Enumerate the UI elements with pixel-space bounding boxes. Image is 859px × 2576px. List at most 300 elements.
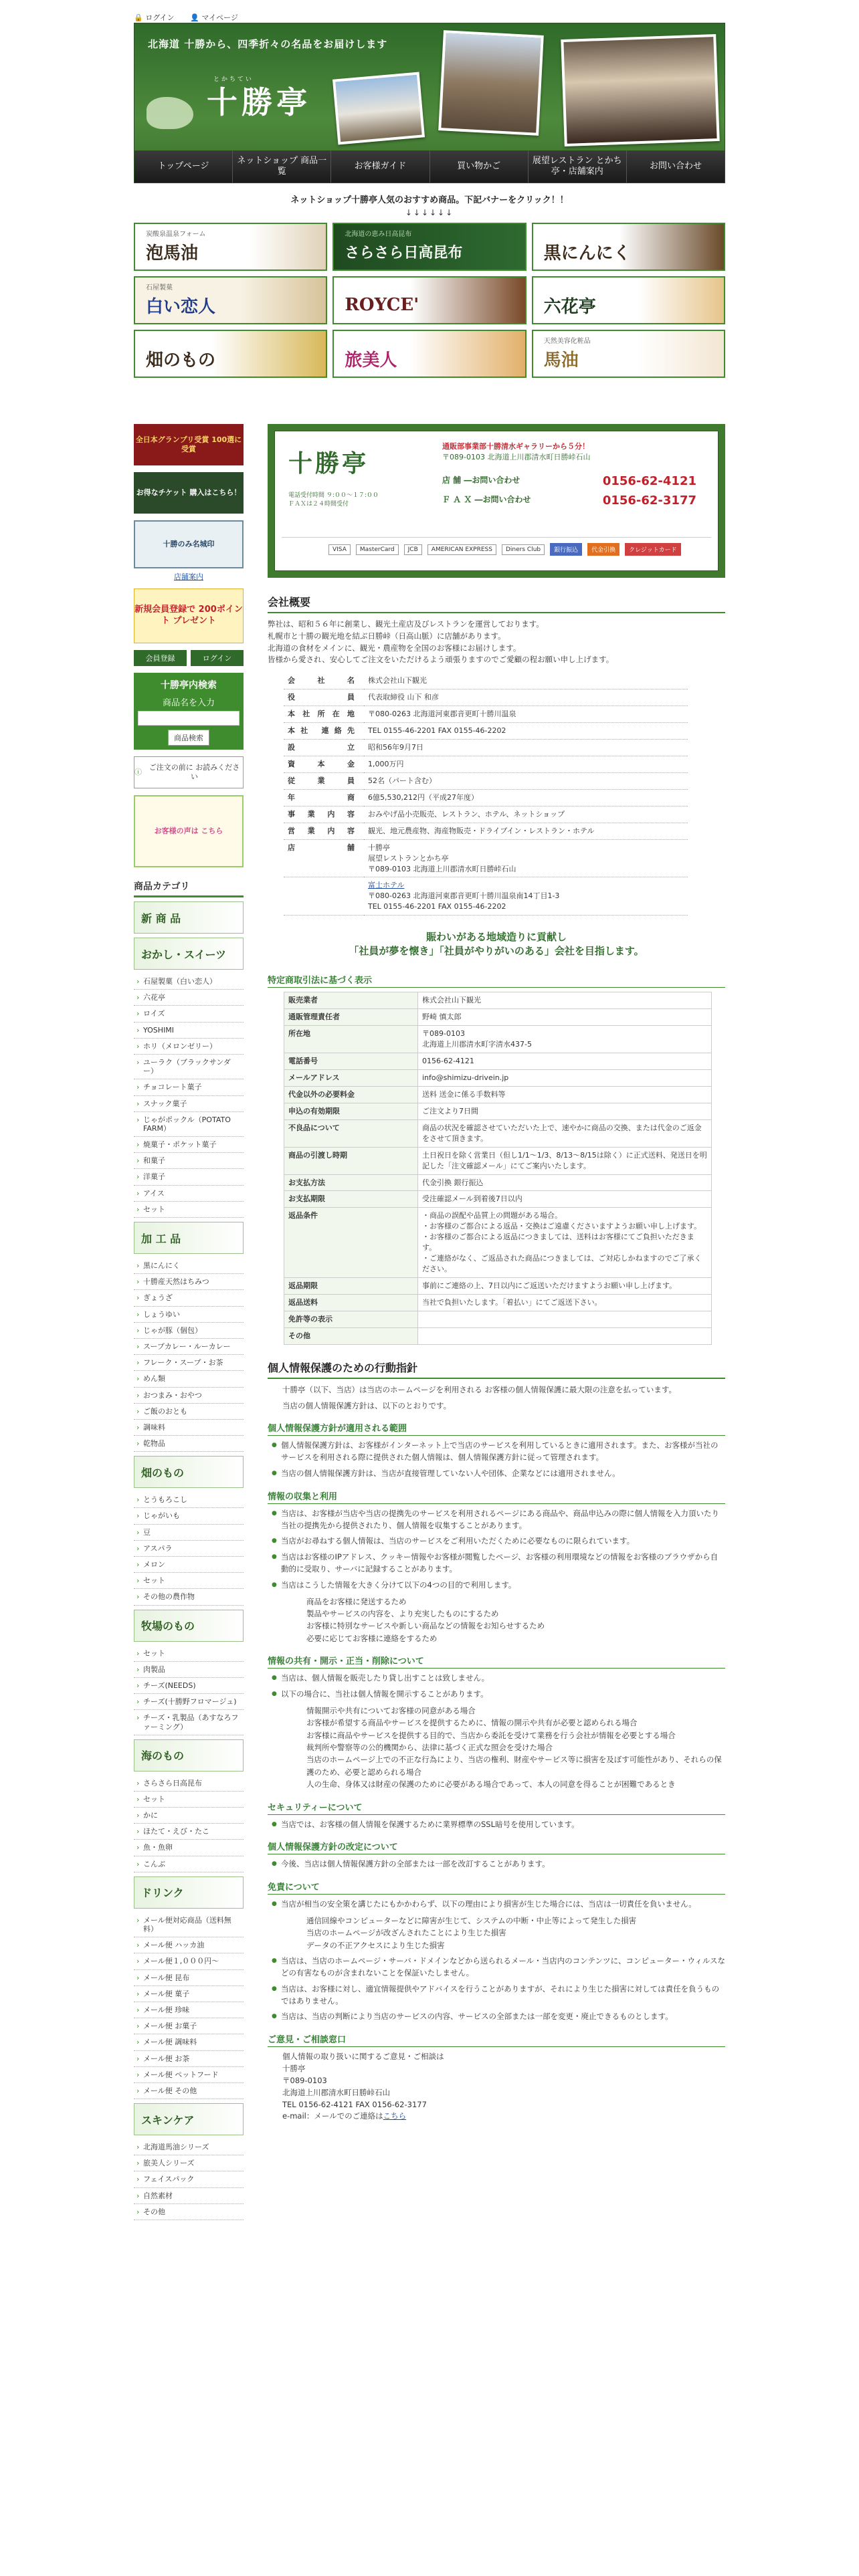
contact-address: 〒089-0103 北海道上川郡清水町日勝峠石山 xyxy=(442,453,591,461)
inquiry-line: 個人情報の取り扱いに関するご意見・ご相談は xyxy=(282,2052,444,2062)
tel-number[interactable]: 0156-62-4121 xyxy=(602,474,696,488)
category-item[interactable]: › メール便 ペットフード xyxy=(134,2067,244,2083)
privacy-item: ● 当店はこうした情報を大きく分けて以下の4つの目的で利用します。 xyxy=(281,1580,725,1592)
nav-contact[interactable]: お問い合わせ xyxy=(649,161,702,172)
nav-guide[interactable]: お客様ガイド xyxy=(331,150,430,183)
company-row xyxy=(284,740,688,756)
privacy-heading: 個人情報保護のための行動指針 xyxy=(268,1360,725,1379)
company-row-value: 6億5,530,212円（平成27年度） xyxy=(364,789,688,806)
category-item[interactable]: › メール便１,０００円～ xyxy=(134,1953,244,1969)
banner-tagline: 北海道 十勝から、四季折々の名品をお届けします xyxy=(148,38,388,50)
category-ranch[interactable]: 牧場のもの xyxy=(134,1610,244,1642)
category-item[interactable]: › メール便 昆布 xyxy=(134,1970,244,1986)
tile-subtitle: 石屋製菓 xyxy=(146,284,173,292)
search-input[interactable] xyxy=(138,711,240,726)
intro-line: 札幌市と十勝の観光地を結ぶ日勝峠（日高山脈）に店舗があります。 xyxy=(268,631,506,641)
company-slogan xyxy=(268,930,725,958)
category-item[interactable]: › スープカレー・ルーカレー xyxy=(134,1339,244,1355)
category-item[interactable]: › めん類 xyxy=(134,1371,244,1387)
tile-title: 畑のもの xyxy=(146,350,216,370)
law-row-label: 代金以外の必要料金 xyxy=(284,1086,418,1103)
category-item[interactable]: › 旅美人シリーズ xyxy=(134,2155,244,2171)
company-row-value: 昭和56年9月7日 xyxy=(364,740,688,756)
law-row xyxy=(284,1026,712,1053)
company-table xyxy=(284,673,688,916)
tile-title: ROYCE' xyxy=(345,295,419,315)
category-item[interactable]: › ぎょうざ xyxy=(134,1290,244,1306)
company-row-value: 十勝亭 展望レストランとかち亭 〒089-0103 北海道上川郡清水町日勝峠石山 xyxy=(364,839,688,877)
law-row-label: 通販管理責任者 xyxy=(284,1009,418,1026)
law-row xyxy=(284,992,712,1009)
privacy-subheading: 個人情報保護方針の改定について xyxy=(268,1840,725,1854)
category-item[interactable]: › 黒にんにく xyxy=(134,1258,244,1274)
category-item[interactable]: › セット xyxy=(134,1573,244,1589)
category-item[interactable]: › 調味料 xyxy=(134,1420,244,1436)
contact-hours xyxy=(288,492,379,508)
category-item[interactable]: › メール便 珍味 xyxy=(134,2002,244,2018)
company-row-label: 本社所在地 xyxy=(284,706,364,723)
search-button[interactable]: 商品検索 xyxy=(168,730,209,746)
privacy-intro: 十勝亭（以下、当店）は当店のホームページを利用される お客様の個人情報保護に最大限の注意を払っています。 xyxy=(282,1384,676,1394)
featured-tile[interactable] xyxy=(332,276,526,324)
category-item[interactable]: › メール便対応商品（送料無料） xyxy=(134,1913,244,1937)
header-banner xyxy=(134,23,725,183)
category-item[interactable]: › メロン xyxy=(134,1557,244,1573)
category-skincare[interactable]: スキンケア xyxy=(134,2103,244,2135)
category-item[interactable]: › ホリ（メロンゼリー） xyxy=(134,1039,244,1055)
slogan-line: 「社員が夢を懐き」「社員がやりがいのある」会社を目指します。 xyxy=(349,945,644,958)
company-intro xyxy=(268,619,725,666)
nav-cart[interactable]: 買い物かご xyxy=(430,150,529,183)
privacy-subheading: 免責について xyxy=(268,1880,725,1895)
company-row-label: 資 本 金 xyxy=(284,756,364,772)
privacy-item: ● 当店では、お客様の個人情報を保護するために業界標準のSSL暗号を使用しています。 xyxy=(281,1819,725,1831)
category-item[interactable]: › チョコレート菓子 xyxy=(134,1079,244,1095)
inquiry-block xyxy=(268,2051,725,2123)
email-link[interactable]: こちら xyxy=(383,2111,407,2121)
company-row-label: 設 立 xyxy=(284,740,364,756)
category-item[interactable]: › フェイスパック xyxy=(134,2171,244,2187)
login-link[interactable]: 🔒 ログイン xyxy=(134,13,175,22)
amex-icon: AMERICAN EXPRESS xyxy=(427,544,496,555)
law-row xyxy=(284,1327,712,1344)
featured-tile[interactable] xyxy=(532,330,725,378)
law-row-label: お支払方法 xyxy=(284,1174,418,1191)
inquiry-line: 〒089-0103 xyxy=(282,2075,327,2085)
category-item[interactable]: › チーズ(十勝野フロマージュ) xyxy=(134,1694,244,1710)
category-item[interactable]: › 石屋製菓（白い恋人） xyxy=(134,974,244,990)
nav-restaurant[interactable]: 展望レストラン とかち亭・店舗案内 xyxy=(529,150,627,183)
category-item[interactable]: › チーズ・乳製品（あすなろファーミング） xyxy=(134,1710,244,1735)
privacy-subheading: ご意見・ご相談窓口 xyxy=(268,2032,725,2047)
privacy-section xyxy=(268,1360,725,2123)
fax-label: Ｆ Ａ Ｘ ―お問い合わせ xyxy=(442,495,531,504)
payment-methods xyxy=(282,537,711,561)
disclaimer-item: 通信回線やコンピューターなどに障害が生じて、システムの中断・中止等によって発生した損害 xyxy=(306,1916,637,1926)
category-item[interactable]: › おつまみ・おやつ xyxy=(134,1388,244,1404)
law-row-value: 送料 送金に係る手数料等 xyxy=(418,1086,712,1103)
purpose-list xyxy=(268,1596,725,1645)
search-title: 十勝亭内検索 xyxy=(161,680,217,691)
company-row-label: 役 員 xyxy=(284,689,364,706)
contact-notice: 通販部事業部十勝清水ギャラリーから５分！ xyxy=(442,442,589,451)
privacy-subheading: 個人情報保護方針が適用される範囲 xyxy=(268,1421,725,1436)
category-item[interactable]: › その他の農作物 xyxy=(134,1589,244,1605)
law-row xyxy=(284,1069,712,1086)
company-row-label: 事業内容 xyxy=(284,806,364,823)
law-row-label: 商品の引渡し時期 xyxy=(284,1147,418,1174)
law-row xyxy=(284,1191,712,1208)
category-item[interactable]: › セット xyxy=(134,1646,244,1662)
category-item[interactable]: › 乾物品 xyxy=(134,1436,244,1452)
company-row-value: 観光、地元農産物、海産物販売・ドライブイン・レストラン・ホテル xyxy=(364,823,688,839)
company-heading: 会社概要 xyxy=(268,594,725,613)
category-item[interactable]: › メール便 お茶 xyxy=(134,2051,244,2067)
contact-banner xyxy=(268,424,725,578)
privacy-intro: 当店の個人情報保護方針は、以下のとおりです。 xyxy=(282,1400,452,1410)
category-item[interactable]: › セット xyxy=(134,1202,244,1218)
law-row xyxy=(284,1009,712,1026)
law-row-label: 返品条件 xyxy=(284,1208,418,1278)
info-icon: ⓘ xyxy=(134,767,142,776)
law-row-value: ご注文より7日間 xyxy=(418,1103,712,1119)
privacy-subheading: 情報の共有・開示・正当・削除について xyxy=(268,1654,725,1669)
company-row-value: おみやげ品小売販売、レストラン、ホテル、ネットショップ xyxy=(364,806,688,823)
law-row-value: 事前にご連絡の上、7日以内にご返送いただけますようお願い申し上げます。 xyxy=(418,1278,712,1295)
category-item[interactable]: › メール便 お菓子 xyxy=(134,2018,244,2034)
inquiry-line: e-mail：メールでのご連絡は xyxy=(282,2111,383,2121)
law-row-label: 返品送料 xyxy=(284,1294,418,1311)
company-row xyxy=(284,772,688,789)
purpose-item: 必要に応じてお客様に連絡をするため xyxy=(306,1633,438,1643)
tile-subtitle: 炭酸泉温泉フォーム xyxy=(146,231,206,238)
category-item[interactable]: › 自然素材 xyxy=(134,2188,244,2204)
company-row xyxy=(284,706,688,723)
category-item[interactable]: › とうもろこし xyxy=(134,1492,244,1508)
category-item[interactable]: › アイス xyxy=(134,1186,244,1202)
bank-transfer-badge: 銀行振込 xyxy=(550,543,582,556)
law-row xyxy=(284,1278,712,1295)
register-button[interactable]: 会員登録 xyxy=(134,650,187,666)
law-row xyxy=(284,1311,712,1327)
fax-number: 0156-62-3177 xyxy=(602,494,696,508)
category-item[interactable]: › さらさら日高昆布 xyxy=(134,1776,244,1792)
company-row-label: 年 商 xyxy=(284,789,364,806)
credit-card-badge: クレジットカード xyxy=(625,543,681,556)
intro-line: 皆様から愛され、安心してご注文をいただけるよう頑張りますのでご愛顧の程お願い申し上げます。 xyxy=(268,655,614,665)
cod-badge: 代金引換 xyxy=(587,543,619,556)
category-item[interactable]: › チーズ(NEEDS) xyxy=(134,1678,244,1694)
company-row xyxy=(284,723,688,740)
category-item[interactable]: › 洋菓子 xyxy=(134,1169,244,1185)
law-row-value: 野崎 慎太郎 xyxy=(418,1009,712,1026)
category-item[interactable]: › 和菓子 xyxy=(134,1153,244,1169)
category-item[interactable]: › 焼菓子・ポケット菓子 xyxy=(134,1137,244,1153)
law-row-value: 受注確認メール到着後7日以内 xyxy=(418,1191,712,1208)
category-item[interactable]: › じゃがいも xyxy=(134,1508,244,1524)
law-row-value: 商品の状況を確認させていただいた上で、速やかに商品の交換、または代金のご返金をさせて頂きます。 xyxy=(418,1119,712,1147)
law-row-value: 0156-62-4121 xyxy=(418,1053,712,1070)
diners-icon: Diners Club xyxy=(502,544,545,555)
hotel-link[interactable]: 富士ホテル xyxy=(368,881,405,890)
category-item[interactable]: › アスパラ xyxy=(134,1541,244,1557)
law-row xyxy=(284,1119,712,1147)
law-row-value xyxy=(418,1327,712,1344)
privacy-item: ● 当店が相当の安全策を講じたにもかかわらず、以下の理由により損害が生じた場合には、当店は一切責任を負いません。 xyxy=(281,1899,725,1911)
category-item[interactable]: › 魚・魚卵 xyxy=(134,1840,244,1856)
category-item[interactable]: › その他 xyxy=(134,2204,244,2220)
law-row xyxy=(284,1294,712,1311)
pitch-text: ネットショップ十勝亭人気のおすすめ商品。下記バナーをクリック！！ xyxy=(290,195,569,205)
featured-tile[interactable] xyxy=(332,330,526,378)
category-item[interactable]: › 十勝産天然はちみつ xyxy=(134,1274,244,1290)
tile-title: さらさら日高昆布 xyxy=(345,244,463,261)
company-row-label: 店 舗 xyxy=(284,839,364,877)
logo-ruby: とかちてい xyxy=(213,76,254,83)
stamp-banner[interactable]: 十勝のみ名城印 xyxy=(134,520,244,568)
login-button[interactable]: ログイン xyxy=(191,650,244,666)
law-row xyxy=(284,1053,712,1070)
hours-phone: 電話受付時間 ９:００～１７:００ xyxy=(288,492,379,499)
store-info-link[interactable]: 店舗案内 xyxy=(174,572,203,581)
category-new[interactable]: 新 商 品 xyxy=(134,901,244,934)
company-row-value: 1,000万円 xyxy=(364,756,688,772)
category-processed[interactable]: 加 工 品 xyxy=(134,1222,244,1254)
law-row xyxy=(284,1208,712,1278)
hokkaido-map-icon xyxy=(147,97,193,129)
law-row-value: 代金引換 銀行振込 xyxy=(418,1174,712,1191)
category-item[interactable]: › じゃが豚（個包） xyxy=(134,1323,244,1339)
intro-line: 北海道の食材をメインに、観光・農産物を全国のお客様にお届けします。 xyxy=(268,643,521,653)
law-row-value: 〒089-0103 北海道上川郡清水町字清水437-5 xyxy=(418,1026,712,1053)
purpose-item: 商品をお客様に発送するため xyxy=(306,1596,407,1606)
category-item[interactable]: › メール便 ハッカ油 xyxy=(134,1937,244,1953)
privacy-subheading: 情報の収集と利用 xyxy=(268,1489,725,1504)
hotel-tel: TEL 0155-46-2201 FAX 0155-46-2202 xyxy=(368,902,506,911)
visa-icon: VISA xyxy=(328,544,351,555)
company-row xyxy=(284,789,688,806)
company-row-value: 代表取締役 山下 和彦 xyxy=(364,689,688,706)
nav-top[interactable]: トップページ xyxy=(134,150,233,183)
featured-tile[interactable] xyxy=(532,223,725,271)
category-heading: 商品カテゴリ xyxy=(134,877,244,897)
category-item[interactable]: › セット xyxy=(134,1792,244,1808)
inquiry-line: 北海道上川郡清水町日勝峠石山 xyxy=(282,2087,390,2097)
tile-subtitle: 北海道の恵み日高昆布 xyxy=(345,231,412,238)
law-row-label: 申込の有効期限 xyxy=(284,1103,418,1119)
category-item[interactable]: › 北海道馬油シリーズ xyxy=(134,2139,244,2155)
down-arrows: ↓↓↓↓↓↓ xyxy=(405,208,454,217)
privacy-item: ● 当店の個人情報保護方針は、当店が直接管理していない人や団体、企業などには適用されません。 xyxy=(281,1468,725,1480)
disclosure-item: 人の生命、身体又は財産の保護のために必要がある場合であって、本人の同意を得ることが困難であるとき xyxy=(306,1780,676,1790)
read-before-order-label: ご注文の前に お読みください xyxy=(149,762,240,781)
law-row xyxy=(284,1103,712,1119)
disclaimer-item: データの不正アクセスにより生じた損害 xyxy=(306,1940,445,1950)
privacy-item: ● 当店は、当店のホームページ・サーバ・ドメインなどから送られるメール・当店内のコンテンツに、コンピューター・ウィルスなどの有害なものが含まれないことを保証いたしません。 xyxy=(281,1955,725,1979)
law-row-label: 販売業者 xyxy=(284,992,418,1009)
restaurant-photo xyxy=(438,30,544,136)
disclosure-list xyxy=(268,1705,725,1791)
category-sea[interactable]: 海のもの xyxy=(134,1739,244,1772)
featured-tile[interactable] xyxy=(332,223,526,271)
ticket-banner[interactable]: お得なチケット 購入はこちら！ xyxy=(134,472,244,514)
tile-title: 馬油 xyxy=(543,350,579,370)
disclosure-item: 裁判所や警察等の公的機関から、法律に基づく正式な照会を受けた場合 xyxy=(306,1743,553,1753)
company-row-label: 会 社 名 xyxy=(284,673,364,689)
tile-title: 黒にんにく xyxy=(543,243,631,263)
featured-grid xyxy=(134,223,725,378)
disclosure-item: 情報開示や共有についてお客様の同意がある場合 xyxy=(306,1705,476,1715)
company-row xyxy=(284,823,688,839)
slogan-line: 賑わいがある地域造りに貢献し xyxy=(425,931,567,944)
tile-title: 白い恋人 xyxy=(146,296,216,317)
member-buttons xyxy=(134,650,244,666)
company-row-value xyxy=(364,877,688,916)
law-heading: 特定商取引法に基づく表示 xyxy=(268,973,725,988)
law-row-label: 所在地 xyxy=(284,1026,418,1053)
law-row-label: 不良品について xyxy=(284,1119,418,1147)
jcb-icon: JCB xyxy=(404,544,422,555)
law-row-label: その他 xyxy=(284,1327,418,1344)
tile-subtitle: 天然美容化粧品 xyxy=(543,338,591,345)
category-item[interactable]: › かに xyxy=(134,1808,244,1824)
inquiry-line: 十勝亭 xyxy=(282,2064,306,2074)
mastercard-icon: MasterCard xyxy=(356,544,399,555)
law-row-label: メールアドレス xyxy=(284,1069,418,1086)
privacy-item: ● 当店は、個人情報を販売したり貸し出すことは致しません。 xyxy=(281,1673,725,1685)
category-sweets[interactable]: おかし・スイーツ xyxy=(134,938,244,970)
category-item[interactable]: › こんぶ xyxy=(134,1856,244,1872)
privacy-item: ● 当店は、お客様に対し、適宜情報提供やアドバイスを行うことがありますが、それにより生じた損害に対しては責任を負うものではありません。 xyxy=(281,1983,725,2008)
company-row-value: 52名（パート含む） xyxy=(364,772,688,789)
category-item[interactable]: › メール便 その他 xyxy=(134,2083,244,2099)
customer-voice-banner[interactable]: お客様の声は こちら xyxy=(134,795,244,867)
privacy-item: ● 当店は、当店の判断により当店のサービスの内容、サービスの全部または一部を変更・廃止できるものとします。 xyxy=(281,2011,725,2023)
hotel-address: 〒080-0263 北海道河東郡音更町十勝川温泉南14丁目1-3 xyxy=(368,891,560,901)
privacy-item: ● 今後、当店は個人情報保護方針の全部または一部を改訂することがあります。 xyxy=(281,1858,725,1870)
company-row-label xyxy=(284,877,364,916)
law-row-value: 土日祝日を除く営業日（但し1/1～1/3、8/13～8/15は除く）に正式送料、発送日を明記した「注文確認メール」にてご案内いたします。 xyxy=(418,1147,712,1174)
company-row xyxy=(284,877,688,916)
company-row-label: 本社 連絡先 xyxy=(284,723,364,740)
law-row-label: 免許等の表示 xyxy=(284,1311,418,1327)
purpose-item: お客様に特別なサービスや新しい商品などの情報をお知らせするため xyxy=(306,1621,545,1631)
site-logo[interactable]: 十勝亭 xyxy=(207,84,311,120)
signup-points-banner[interactable]: 新規会員登録で 200ポイント プレゼント xyxy=(134,588,244,643)
disclosure-item: 当店のホームページ上での不正な行為により、当店の権利、財産やサービス等に損害を及ぼす可能性があり、それらの保護のため、必要と認められる場合 xyxy=(306,1755,722,1777)
hours-fax: ＦＡＸは２４時間受付 xyxy=(288,500,349,508)
staff-photo xyxy=(561,34,719,146)
company-row-value: TEL 0155-46-2201 FAX 0155-46-2202 xyxy=(364,723,688,740)
tel-label: 店 舗 ―お問い合わせ xyxy=(442,475,520,485)
company-row-value: 株式会社山下観光 xyxy=(364,673,688,689)
category-item[interactable]: › じゃがポックル（POTATO FARM） xyxy=(134,1112,244,1137)
company-row xyxy=(284,673,688,689)
intro-line: 弊社は、昭和５６年に創業し、観光土産店及びレストランを運営しております。 xyxy=(268,619,544,629)
sidebar xyxy=(134,424,244,2220)
category-item[interactable]: › ロイズ xyxy=(134,1006,244,1022)
main-nav xyxy=(134,150,725,183)
category-drink[interactable]: ドリンク xyxy=(134,1876,244,1909)
site-search xyxy=(134,673,244,750)
privacy-item: ● 当店はお客様のIPアドレス、クッキー情報やお客様が閲覧したページ、お客様の利用環境などの情報をお客様のブラウザから自動的に受取り、サーバに記録することがあります。 xyxy=(281,1551,725,1576)
category-item[interactable]: › スナック菓子 xyxy=(134,1096,244,1112)
category-item[interactable]: › ご飯のおとも xyxy=(134,1404,244,1420)
law-row xyxy=(284,1086,712,1103)
law-row-value xyxy=(418,1311,712,1327)
purpose-item: 製品やサービスの内容を、より充実したものにするため xyxy=(306,1609,499,1619)
company-row xyxy=(284,689,688,706)
contact-numbers xyxy=(442,474,696,513)
category-farm[interactable]: 畑のもの xyxy=(134,1456,244,1488)
law-row-label: 電話番号 xyxy=(284,1053,418,1070)
law-row-value: info@shimizu-drivein.jp xyxy=(418,1069,712,1086)
mypage-link[interactable]: 👤 マイページ xyxy=(190,13,238,22)
privacy-item: ● 当店は、お客様が当店や当店の提携先のサービスを利用されるページにある商品や、商品申込みの際に個人情報を入力頂いたり当社の提携先から提供されたり、個人情報を収集することがあります。 xyxy=(281,1508,725,1532)
category-item[interactable]: › YOSHIMI xyxy=(134,1023,244,1039)
read-before-order-banner[interactable] xyxy=(134,756,244,788)
law-row-value: ・商品の誤配や品質上の問題がある場合。 ・お客様のご都合による返品・交換はご遠慮くださいますようお願い申し上げます。 ・お客様のご都合による返品につきましては、送料はお客様にてご負担いただきます。 ・ご連絡がなく、ご返品された商品につきましては、ご対応しかねますのでご了承ください。 xyxy=(418,1208,712,1278)
nav-products[interactable]: ネットショップ 商品一覧 xyxy=(233,150,331,183)
disclosure-item: お客様が希望する商品やサービスを提供するために、情報の開示や共有が必要と認められる場合 xyxy=(306,1718,638,1728)
law-row-label: お支払期限 xyxy=(284,1191,418,1208)
tile-title: 泡馬油 xyxy=(146,243,199,263)
company-row xyxy=(284,806,688,823)
category-item[interactable]: › ほたて・えび・たこ xyxy=(134,1824,244,1840)
featured-tile[interactable] xyxy=(134,276,327,324)
company-row-label: 従 業 員 xyxy=(284,772,364,789)
featured-tile[interactable] xyxy=(134,223,327,271)
tile-title: 旅美人 xyxy=(345,350,397,370)
disclosure-item: お客様に商品やサービスを提供する目的で、当店から委託を受けて業務を行う会社が情報を必要とする場合 xyxy=(306,1730,676,1740)
law-row-value: 当社で負担いたします。「着払い」にてご返送下さい。 xyxy=(418,1294,712,1311)
privacy-subheading: セキュリティーについて xyxy=(268,1800,725,1815)
category-item[interactable]: › ユーラク（ブラックサンダー） xyxy=(134,1055,244,1079)
law-row xyxy=(284,1147,712,1174)
search-label: 商品名を入力 xyxy=(162,698,215,708)
featured-tile[interactable] xyxy=(134,330,327,378)
disclaimer-list xyxy=(268,1915,725,1951)
privacy-item: ● 個人情報保護方針は、お客様がインターネット上で当店のサービスを利用しているときに適用されます。また、お客様が当社のサービスを利用される際に提供された個人情報は、個人情報保護方針に従って管理されます。 xyxy=(281,1440,725,1464)
tile-title: 六花亭 xyxy=(543,296,596,317)
category-item[interactable]: › 肉製品 xyxy=(134,1662,244,1678)
category-item[interactable]: › 豆 xyxy=(134,1525,244,1541)
law-table xyxy=(284,992,712,1345)
category-item[interactable]: › メール便 菓子 xyxy=(134,1986,244,2002)
disclaimer-item: 当店のホームページが改ざんされたことにより生じた損害 xyxy=(306,1928,506,1938)
company-row-label: 営業内容 xyxy=(284,823,364,839)
store-photo xyxy=(332,72,425,145)
top-utility-bar xyxy=(0,0,859,23)
company-row xyxy=(284,839,688,877)
category-item[interactable]: › 六花亭 xyxy=(134,990,244,1006)
main-content xyxy=(268,424,725,2123)
contact-logo: 十勝亭 xyxy=(288,449,369,477)
award-banner[interactable]: 全日本グランプリ受賞 100選に受賞 xyxy=(134,424,244,465)
category-item[interactable]: › メール便 調味料 xyxy=(134,2034,244,2050)
category-item[interactable]: › フレーク・スープ・お茶 xyxy=(134,1355,244,1371)
law-row xyxy=(284,1174,712,1191)
company-row xyxy=(284,756,688,772)
category-item[interactable]: › しょうゆい xyxy=(134,1307,244,1323)
inquiry-line: TEL 0156-62-4121 FAX 0156-62-3177 xyxy=(282,2099,427,2109)
law-row-label: 返品期限 xyxy=(284,1278,418,1295)
featured-tile[interactable] xyxy=(532,276,725,324)
company-row-value: 〒080-0263 北海道河東郡音更町十勝川温泉 xyxy=(364,706,688,723)
inquiry-email-line xyxy=(282,2111,725,2123)
privacy-item: ● 以下の場合に、当社は個人情報を開示することがあります。 xyxy=(281,1689,725,1701)
law-row-value: 株式会社山下観光 xyxy=(418,992,712,1009)
